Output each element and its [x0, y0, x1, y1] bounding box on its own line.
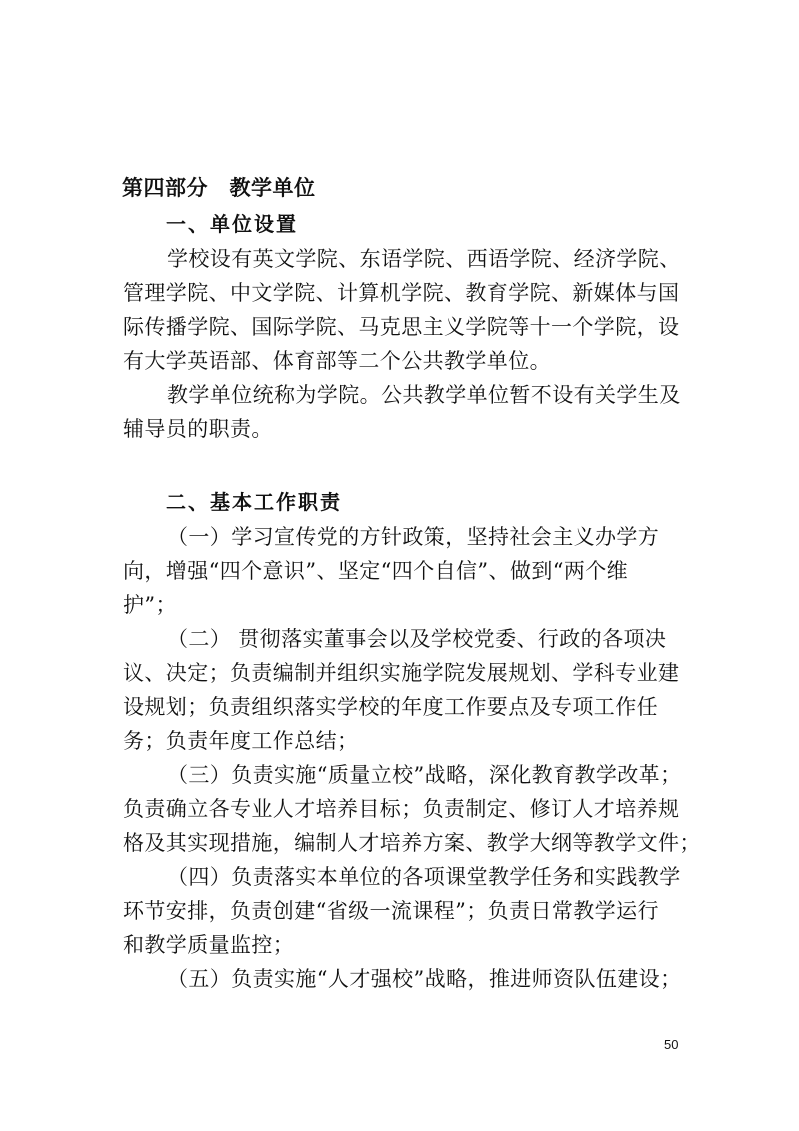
paragraph-line: 环节安排，负责创建“省级一流课程”；负责日常教学运行 [123, 899, 659, 923]
paragraph-line: （五）负责实施“人才强校”战略，推进师资队伍建设； [167, 967, 682, 991]
paragraph-line: （一）学习宣传党的方针政策，坚持社会主义办学方 [167, 525, 660, 549]
section-heading-unit-setup: 一、单位设置 [166, 212, 298, 236]
paragraph-line: （四）负责落实本单位的各项课堂教学任务和实践教学 [167, 865, 681, 889]
page-number: 50 [664, 1037, 679, 1052]
paragraph-line: 格及其实现措施，编制人才培养方案、教学大纲等教学文件； [123, 831, 701, 855]
paragraph-line: 管理学院、中文学院、计算机学院、教育学院、新媒体与国 [123, 281, 680, 305]
paragraph-unit-naming [123, 378, 683, 446]
paragraph-line: 议、决定；负责编制并组织实施学院发展规划、学科专业建 [123, 661, 680, 685]
paragraph-line: 际传播学院、国际学院、马克思主义学院等十一个学院，设 [123, 315, 680, 339]
paragraph-line: （二） 贯彻落实董事会以及学校党委、行政的各项决 [167, 627, 667, 651]
paragraph-line: 有大学英语部、体育部等二个公共教学单位。 [123, 349, 551, 373]
section-heading-basic-duties: 二、基本工作职责 [166, 490, 342, 514]
paragraph-colleges [123, 242, 683, 378]
paragraph-line: 向，增强“四个意识”、坚定“四个自信”、做到“两个维 [123, 559, 629, 583]
paragraph-line: 和教学质量监控； [123, 933, 295, 957]
paragraph-line: （三）负责实施“质量立校”战略，深化教育教学改革； [167, 763, 682, 787]
paragraph-line: 辅导员的职责。 [123, 417, 273, 441]
paragraph-duty-5 [123, 962, 683, 996]
paragraph-line: 护”； [123, 593, 177, 617]
paragraph-duty-3 [123, 758, 701, 860]
paragraph-duty-2 [123, 622, 683, 758]
paragraph-line: 负责确立各专业人才培养目标；负责制定、修订人才培养规 [123, 797, 680, 821]
paragraph-duty-1 [123, 520, 683, 622]
paragraph-line: 设规划；负责组织落实学校的年度工作要点及专项工作任 [123, 695, 658, 719]
paragraph-line: 务；负责年度工作总结； [123, 729, 359, 753]
paragraph-line: 学校设有英文学院、东语学院、西语学院、经济学院、 [167, 247, 681, 271]
paragraph-duty-4 [123, 860, 683, 962]
paragraph-line: 教学单位统称为学院。公共教学单位暂不设有关学生及 [167, 383, 681, 407]
part-title: 第四部分 教学单位 [122, 176, 316, 200]
